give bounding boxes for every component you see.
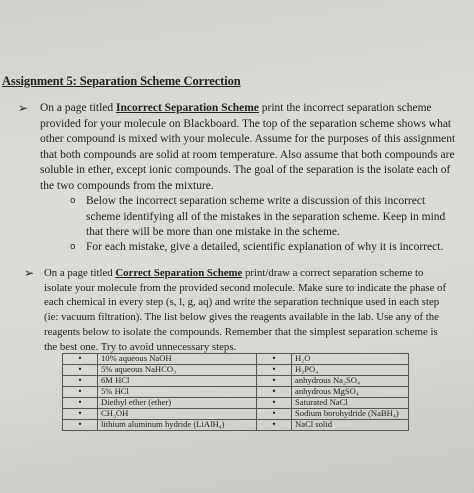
reagent-cell: NaCl solid: [292, 420, 409, 431]
bullet-icon: •: [257, 376, 292, 387]
instruction-incorrect-scheme: [18, 101, 462, 195]
table-row: [63, 365, 409, 376]
reagent-cell: anhydrous Na₂SO₄: [292, 376, 409, 387]
table-row: [63, 376, 409, 387]
reagent-cell: H₃PO₄: [292, 365, 409, 376]
reagent-cell: 6M HCl: [98, 376, 257, 387]
circle-bullet-icon: o: [70, 196, 76, 206]
bullet-icon: •: [63, 398, 98, 409]
table-row: [63, 354, 409, 365]
reagent-cell: anhydrous MgSO₄: [292, 387, 409, 398]
bullet-icon: •: [63, 387, 98, 398]
reagent-cell: 5% HCl: [98, 387, 257, 398]
bullet-icon: •: [63, 365, 98, 376]
table-row: [63, 420, 409, 431]
reagent-cell: Diethyl ether (ether): [98, 398, 257, 409]
bullet-icon: •: [257, 420, 292, 431]
bullet-icon: •: [63, 409, 98, 420]
bullet-icon: •: [257, 398, 292, 409]
reagents-table: [62, 353, 409, 431]
bullet-icon: •: [257, 387, 292, 398]
instruction-correct-scheme: [24, 266, 450, 354]
bullet-icon: •: [63, 376, 98, 387]
table-row: [63, 387, 409, 398]
page-title-keyword: Correct Separation Scheme: [115, 267, 243, 279]
assignment-heading: Assignment 5: Separation Scheme Correction: [2, 74, 241, 88]
bullet-icon: •: [257, 354, 292, 365]
reagent-cell: 10% aqueous NaOH: [98, 354, 257, 365]
bullet-icon: •: [257, 365, 292, 376]
instruction-text: print/draw a correct separation scheme to isolate your molecule from the provided second molecule. Make sure to indicate the phase of each chemical in every step (s, l, g, aq) and write the separation technique used in each step (ie: vacuum filtration). The list below gives the reagents available in the lab. Use any of the reagents below to isolate the compounds. Remember that the simplest separation scheme is the best one. Try to avoid unnecessary steps.: [44, 267, 447, 353]
reagent-cell: 5% aqueous NaHCO₃: [98, 365, 257, 376]
reagent-cell: Sodium borohydride (NaBH₄): [292, 409, 409, 420]
bullet-icon: •: [63, 420, 98, 431]
sub-instruction-text: For each mistake, give a detailed, scientific explanation of why it is incorrect.: [86, 241, 444, 253]
page-title-keyword: Incorrect Separation Scheme: [116, 102, 259, 114]
table-row: [63, 398, 409, 409]
sub-instruction-discussion: [70, 194, 462, 241]
sub-instruction-text: Below the incorrect separation scheme write a discussion of this incorrect scheme identifying all of the mistakes in the separation scheme. Keep in mind that there will be more than one mistake in the scheme.: [86, 195, 446, 239]
reagent-cell: Saturated NaCl: [292, 398, 409, 409]
bullet-icon: •: [257, 409, 292, 420]
table-row: [63, 409, 409, 420]
reagent-cell: H₂O: [292, 354, 409, 365]
reagent-cell: lithium aluminum hydride (LiAlH₄): [98, 420, 257, 431]
instruction-text: On a page titled: [44, 267, 116, 279]
sub-instruction-explanation: [70, 240, 462, 256]
instruction-text: print the incorrect separation scheme provided for your molecule on Blackboard. The top of the separation scheme shows what other compound is mixed with your molecule. Assume for the purposes of this assignment that both compounds are solid at room temperature. Also assume that both compounds are soluble in ether, except ionic compounds. The goal of the separation is the isolate each of the two compounds from the mixture.: [40, 102, 456, 192]
instruction-text: On a page titled: [40, 102, 117, 114]
arrow-bullet-icon: ➢: [18, 101, 29, 115]
circle-bullet-icon: o: [70, 242, 76, 252]
arrow-bullet-icon: ➢: [24, 266, 35, 280]
reagent-cell: CH₃OH: [98, 409, 257, 420]
bullet-icon: •: [63, 354, 98, 365]
